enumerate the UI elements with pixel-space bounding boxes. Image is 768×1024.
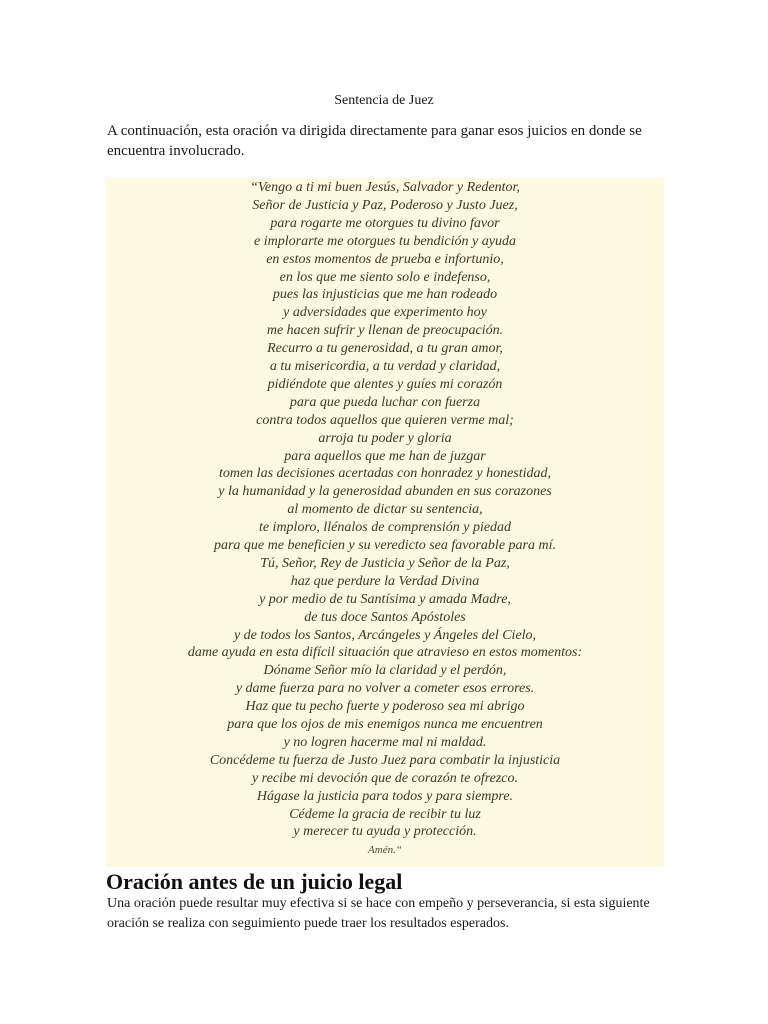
prayer-line: “Vengo a ti mi buen Jesús, Salvador y Redentor,: [250, 180, 520, 195]
prayer-line: me hacen sufrir y llenan de preocupación.: [266, 323, 504, 339]
page-title: Sentencia de Juez: [334, 93, 434, 108]
prayer-line: te imploro, llénalos de comprensión y piedad: [258, 520, 512, 536]
prayer-line: al momento de dictar su sentencia,: [287, 502, 483, 518]
prayer-line: y por medio de tu Santísima y amada Madre,: [259, 591, 511, 607]
prayer-line: Concédeme tu fuerza de Justo Juez para combatir la injusticia: [209, 752, 561, 768]
prayer-line: en estos momentos de prueba e infortunio,: [266, 251, 504, 267]
prayer-line: Dóname Señor mío la claridad y el perdón,: [263, 663, 507, 679]
prayer-line: para que los ojos de mis enemigos nunca me encuentren: [227, 717, 543, 732]
prayer-line: Tú, Señor, Rey de Justicia y Señor de la Paz,: [260, 555, 510, 571]
prayer-line: contra todos aquellos que quieren verme mal;: [256, 412, 514, 428]
section-body: Una oración puede resultar muy efectiva si se hace con empeño y perseverancia, si esta siguiente oración se realiza con seguimiento puede traer los resultados esperados.: [107, 896, 650, 931]
prayer-line: y no logren hacerme mal ni maldad.: [283, 734, 487, 750]
prayer-line: Cédeme la gracia de recibir tu luz: [289, 806, 481, 822]
prayer-line: para que pueda luchar con fuerza: [289, 394, 481, 410]
prayer-line: pues las injusticias que me han rodeado: [272, 287, 498, 303]
prayer-line: tomen las decisiones acertadas con honradez y honestidad,: [218, 466, 552, 482]
prayer-line: y de todos los Santos, Arcángeles y Ángeles del Cielo,: [233, 627, 537, 643]
prayer-line: e implorarte me otorgues tu bendición y ayuda: [254, 233, 516, 249]
prayer-line: para aquellos que me han de juzgar: [284, 448, 486, 464]
prayer-line: Hágase la justicia para todos y para siempre.: [256, 788, 514, 804]
prayer-line: y la humanidad y la generosidad abunden en sus corazones: [218, 484, 552, 500]
prayer-line: y merecer tu ayuda y protección.: [293, 824, 477, 840]
prayer-line: de tus doce Santos Apóstoles: [304, 609, 466, 625]
section-heading: Oración antes de un juicio legal: [106, 869, 403, 894]
prayer-line: haz que perdure la Verdad Divina: [290, 573, 480, 589]
prayer-line: Señor de Justicia y Paz, Poderoso y Justo Juez,: [252, 197, 518, 213]
prayer-line: para rogarte me otorgues tu divino favor: [270, 215, 500, 231]
prayer-line: Recurro a tu generosidad, a tu gran amor,: [267, 341, 503, 357]
prayer-line: en los que me siento solo e indefenso,: [279, 269, 491, 285]
prayer-line: y recibe mi devoción que de corazón te ofrezco.: [251, 770, 519, 786]
intro-paragraph: A continuación, esta oración va dirigida directamente para ganar esos juicios en donde se encuentra involucrado.: [107, 123, 642, 159]
prayer-line: Haz que tu pecho fuerte y poderoso sea mi abrigo: [245, 699, 525, 715]
prayer-line: a tu misericordia, a tu verdad y claridad,: [269, 359, 501, 374]
prayer-line: y adversidades que experimento hoy: [283, 305, 487, 321]
prayer-amen: Amén.“: [368, 844, 402, 857]
prayer-line: para que me beneficien y su veredicto sea favorable para mí.: [213, 538, 556, 553]
prayer-line: dame ayuda en esta difícil situación que atravieso en estos momentos:: [187, 645, 583, 661]
prayer-line: arroja tu poder y gloria: [318, 430, 452, 446]
prayer-line: y dame fuerza para no volver a cometer esos errores.: [235, 681, 535, 697]
prayer-line: pidiéndote que alentes y guíes mi corazón: [267, 376, 503, 392]
prayer-box: [106, 178, 664, 867]
